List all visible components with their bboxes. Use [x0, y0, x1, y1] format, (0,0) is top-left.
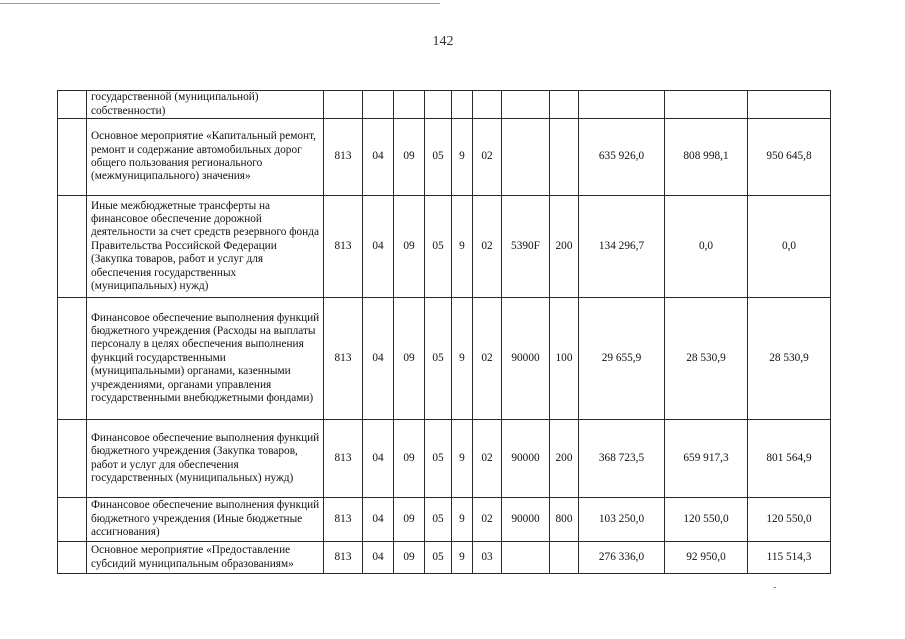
row-index-cell: [58, 420, 87, 498]
subprogram-code-cell: 9: [452, 420, 473, 498]
program-code-cell: 05: [425, 498, 452, 542]
ministry-code-cell: 813: [324, 298, 363, 420]
ministry-code-cell: 813: [324, 119, 363, 196]
year3-amount-cell: 0,0: [748, 196, 831, 298]
page-top-rule: [0, 3, 440, 4]
row-index-cell: [58, 498, 87, 542]
program-code-cell: [425, 91, 452, 119]
table-row: [58, 498, 831, 542]
event-code-cell: 02: [473, 196, 502, 298]
row-name-cell: государственной (муниципальной) собственности): [87, 91, 324, 119]
budget-table: [57, 90, 831, 574]
direction-code-cell: 90000: [502, 420, 550, 498]
section-code-cell: 04: [363, 420, 394, 498]
program-code-cell: 05: [425, 420, 452, 498]
program-code-cell: 05: [425, 542, 452, 574]
year1-amount-cell: [579, 91, 665, 119]
expense-type-cell: 100: [550, 298, 579, 420]
section-code-cell: 04: [363, 196, 394, 298]
expense-type-cell: [550, 119, 579, 196]
section-code-cell: [363, 91, 394, 119]
row-index-cell: [58, 119, 87, 196]
scan-mark: -: [773, 582, 777, 593]
year1-amount-cell: 276 336,0: [579, 542, 665, 574]
event-code-cell: [473, 91, 502, 119]
subsection-code-cell: 09: [394, 542, 425, 574]
subsection-code-cell: 09: [394, 119, 425, 196]
year2-amount-cell: 92 950,0: [665, 542, 748, 574]
year1-amount-cell: 635 926,0: [579, 119, 665, 196]
row-index-cell: [58, 91, 87, 119]
year1-amount-cell: 134 296,7: [579, 196, 665, 298]
subsection-code-cell: 09: [394, 298, 425, 420]
row-name-cell: Финансовое обеспечение выполнения функций бюджетного учреждения (Расходы на выплаты персоналу в целях обеспечения выполнения функций государственными (муниципальными) органами, казенными учреждениями, органами управления государственными внебюджетными фондами): [87, 298, 324, 420]
subsection-code-cell: 09: [394, 420, 425, 498]
subprogram-code-cell: 9: [452, 498, 473, 542]
event-code-cell: 03: [473, 542, 502, 574]
year3-amount-cell: 120 550,0: [748, 498, 831, 542]
year2-amount-cell: 28 530,9: [665, 298, 748, 420]
event-code-cell: 02: [473, 498, 502, 542]
subprogram-code-cell: 9: [452, 119, 473, 196]
subsection-code-cell: 09: [394, 498, 425, 542]
program-code-cell: 05: [425, 298, 452, 420]
section-code-cell: 04: [363, 298, 394, 420]
row-name-cell: Основное мероприятие «Предоставление субсидий муниципальным образованиям»: [87, 542, 324, 574]
ministry-code-cell: [324, 91, 363, 119]
subprogram-code-cell: 9: [452, 196, 473, 298]
subprogram-code-cell: 9: [452, 298, 473, 420]
table-row: [58, 420, 831, 498]
ministry-code-cell: 813: [324, 420, 363, 498]
direction-code-cell: [502, 91, 550, 119]
expense-type-cell: 200: [550, 420, 579, 498]
program-code-cell: 05: [425, 119, 452, 196]
event-code-cell: 02: [473, 119, 502, 196]
direction-code-cell: 90000: [502, 498, 550, 542]
table-row: [58, 119, 831, 196]
page-number: 142: [432, 34, 454, 49]
year2-amount-cell: 0,0: [665, 196, 748, 298]
year2-amount-cell: 659 917,3: [665, 420, 748, 498]
event-code-cell: 02: [473, 298, 502, 420]
year3-amount-cell: 950 645,8: [748, 119, 831, 196]
table-row: [58, 542, 831, 574]
section-code-cell: 04: [363, 542, 394, 574]
ministry-code-cell: 813: [324, 498, 363, 542]
year1-amount-cell: 368 723,5: [579, 420, 665, 498]
ministry-code-cell: 813: [324, 542, 363, 574]
section-code-cell: 04: [363, 119, 394, 196]
row-index-cell: [58, 196, 87, 298]
direction-code-cell: 90000: [502, 298, 550, 420]
expense-type-cell: [550, 542, 579, 574]
year1-amount-cell: 103 250,0: [579, 498, 665, 542]
subsection-code-cell: [394, 91, 425, 119]
row-name-cell: Основное мероприятие «Капитальный ремонт, ремонт и содержание автомобильных дорог общего пользования регионального (межмуниципального) значения»: [87, 119, 324, 196]
row-index-cell: [58, 298, 87, 420]
year3-amount-cell: 115 514,3: [748, 542, 831, 574]
table-row: [58, 196, 831, 298]
subprogram-code-cell: [452, 91, 473, 119]
budget-table-body: [58, 91, 831, 574]
row-name-cell: Иные межбюджетные трансферты на финансовое обеспечение дорожной деятельности за счет средств резервного фонда Правительства Российской Федерации (Закупка товаров, работ и услуг для обеспечения государственных (муниципальных) нужд): [87, 196, 324, 298]
year2-amount-cell: [665, 91, 748, 119]
event-code-cell: 02: [473, 420, 502, 498]
ministry-code-cell: 813: [324, 196, 363, 298]
row-index-cell: [58, 542, 87, 574]
year3-amount-cell: [748, 91, 831, 119]
direction-code-cell: 5390F: [502, 196, 550, 298]
direction-code-cell: [502, 542, 550, 574]
table-row: [58, 91, 831, 119]
table-row: [58, 298, 831, 420]
year2-amount-cell: 808 998,1: [665, 119, 748, 196]
year3-amount-cell: 801 564,9: [748, 420, 831, 498]
subprogram-code-cell: 9: [452, 542, 473, 574]
year3-amount-cell: 28 530,9: [748, 298, 831, 420]
direction-code-cell: [502, 119, 550, 196]
row-name-cell: Финансовое обеспечение выполнения функций бюджетного учреждения (Иные бюджетные ассигнования): [87, 498, 324, 542]
program-code-cell: 05: [425, 196, 452, 298]
year1-amount-cell: 29 655,9: [579, 298, 665, 420]
expense-type-cell: [550, 91, 579, 119]
expense-type-cell: 800: [550, 498, 579, 542]
section-code-cell: 04: [363, 498, 394, 542]
row-name-cell: Финансовое обеспечение выполнения функций бюджетного учреждения (Закупка товаров, работ и услуг для обеспечения государственных (муниципальных) нужд): [87, 420, 324, 498]
year2-amount-cell: 120 550,0: [665, 498, 748, 542]
subsection-code-cell: 09: [394, 196, 425, 298]
expense-type-cell: 200: [550, 196, 579, 298]
